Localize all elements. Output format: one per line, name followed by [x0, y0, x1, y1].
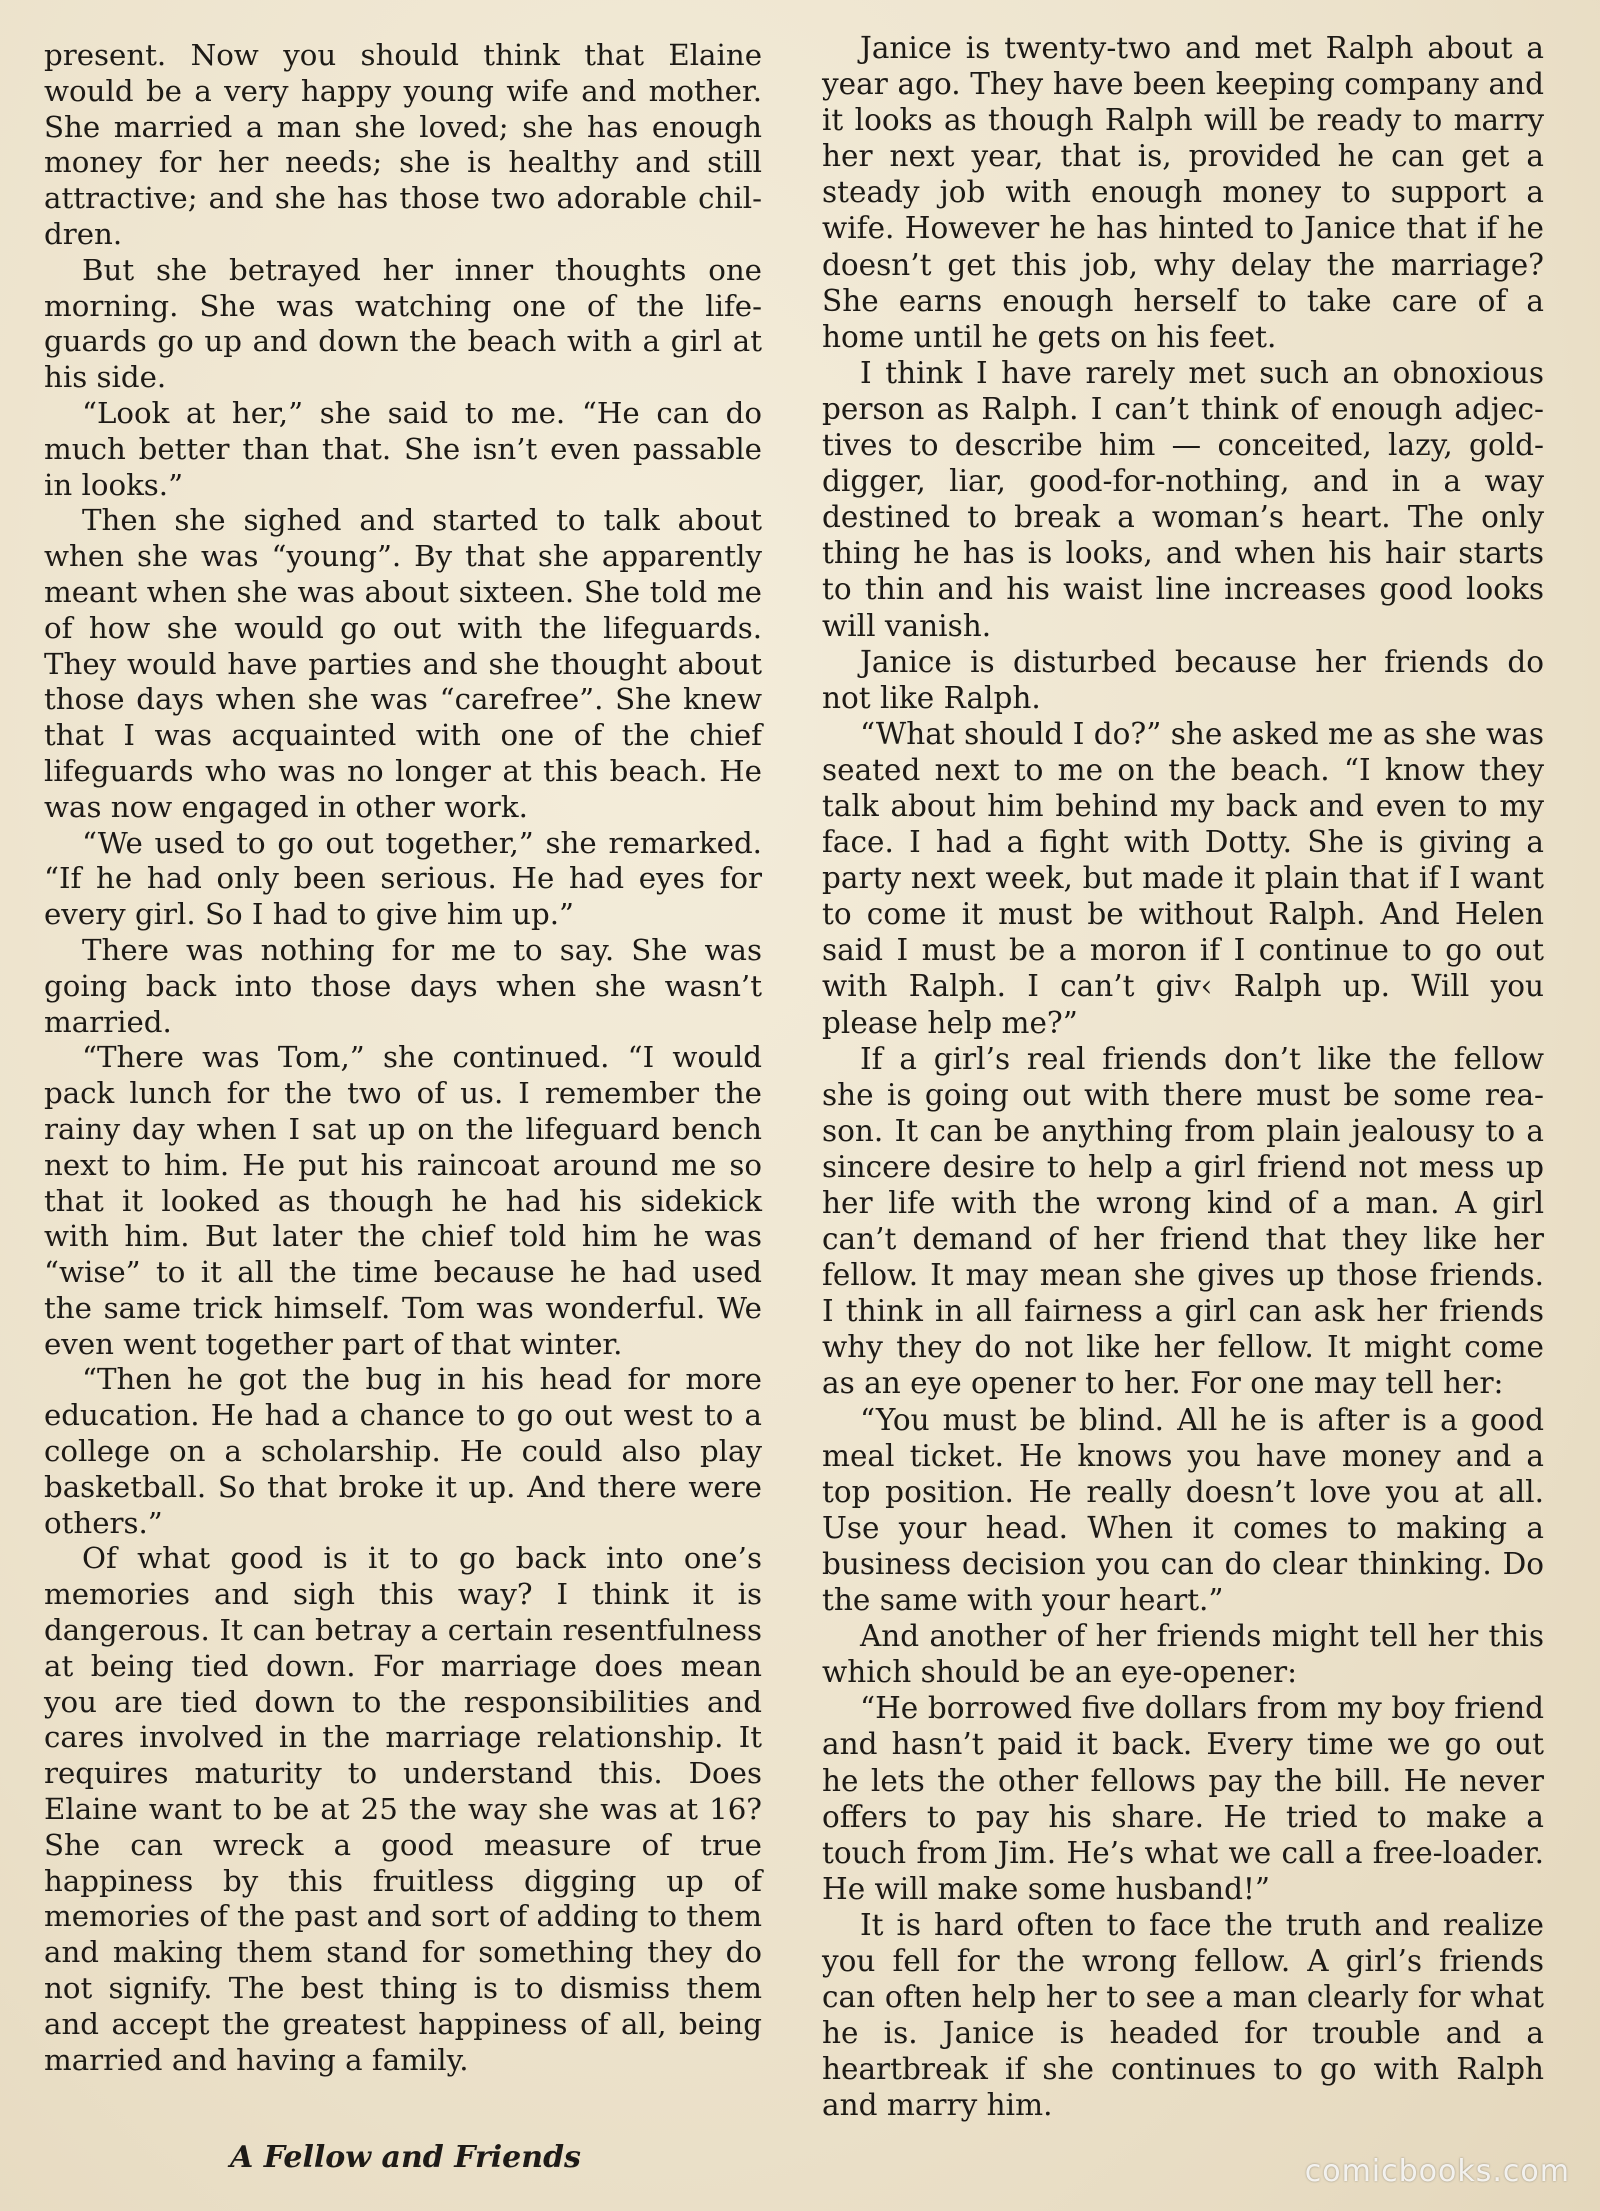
left-paragraph-1: present. Now you should think that Elaine would be a very happy young wife and mother. She married a man she loved; she has enough money for her needs; she is healthy and still attractive; and she has those two adorable children. — [44, 38, 762, 251]
right-paragraph-2: I think I have rarely met such an obnoxious person as Ralph. I can’t think of enough adjectives to describe him — conceited, lazy, gold-digger, liar, good-for-nothing, and in a way destined to break a woman’s heart. The only thing he has is looks, and when his hair starts to thin and his waist line increases good looks will vanish. — [822, 355, 1544, 643]
left-paragraph-6: There was nothing for me to say. She was going back into those days when she wasn’t married. — [44, 932, 762, 1039]
right-paragraph-4: “What should I do?” she asked me as she was seated next to me on the beach. “I know they talk about him behind my back and even to my face. I had a fight with Dotty. She is giving a party next week, but made it plain that if I want to come it must be without Ralph. And Helen said I must be a moron if I continue to go out with Ralph. I can’t giv‹ Ralph up. Will you please help me?” — [822, 716, 1544, 1040]
right-paragraph-9: It is hard often to face the truth and realize you fell for the wrong fellow. A girl’s friends can often help her to see a man clearly for what he is. Janice is headed for trouble and a heartbreak if she continues to go with Ralph and marry him. — [822, 1907, 1544, 2123]
left-paragraph-4: Then she sighed and started to talk about when she was “young”. By that she apparently meant when she was about sixteen. She told me of how she would go out with the lifeguards. They would have parties and she thought about those days when she was “carefree”. She knew that I was acquainted with one of the chief lifeguards who was no longer at this beach. He was now engaged in other work. — [44, 503, 762, 824]
right-paragraph-1: Janice is twenty-two and met Ralph about a year ago. They have been keeping company and it looks as though Ralph will be ready to marry her next year, that is, provided he can get a steady job with enough money to support a wife. However he has hinted to Janice that if he doesn’t get this job, why delay the marriage? She earns enough herself to take care of a home until he gets on his feet. — [822, 31, 1544, 354]
left-paragraph-3: “Look at her,” she said to me. “He can do much better than that. She isn’t even passable in looks.” — [44, 395, 762, 502]
left-paragraph-5: “We used to go out together,” she remarked. “If he had only been serious. He had eyes for every girl. So I had to give him up.” — [44, 825, 762, 932]
story-title: A Fellow and Friends — [230, 2140, 581, 2175]
left-paragraph-2: But she betrayed her inner thoughts one morning. She was watching one of the lifeguards go up and down the beach with a girl at his side. — [44, 252, 762, 395]
left-paragraph-7: “There was Tom,” she continued. “I would pack lunch for the two of us. I remember the rainy day when I sat up on the lifeguard bench next to him. He put his raincoat around me so that it looked as though he had his sidekick with him. But later the chief told him he was “wise” to it all the time because he had used the same trick himself. Tom was wonderful. We even went together part of that winter. — [44, 1040, 762, 1361]
right-paragraph-3: Janice is disturbed because her friends do not like Ralph. — [822, 644, 1544, 715]
left-paragraph-8: “Then he got the bug in his head for more education. He had a chance to go out west to a college on a scholarship. He could also play basketball. So that broke it up. And there were others.” — [44, 1362, 762, 1540]
site-watermark: comicbooks.com — [1304, 2154, 1570, 2189]
right-column — [822, 30, 1544, 2123]
left-column — [44, 38, 762, 2078]
right-paragraph-5: If a girl’s real friends don’t like the fellow she is going out with there must be some reason. It can be anything from plain jealousy to a sincere desire to help a girl friend not mess up her life with the wrong kind of a man. A girl can’t demand of her friend that they like her fellow. It may mean she gives up those friends. I think in all fairness a girl can ask her friends why they do not like her fellow. It might come as an eye opener to her. For one may tell her: — [822, 1041, 1544, 1401]
right-paragraph-6: “You must be blind. All he is after is a good meal ticket. He knows you have money and a top position. He really doesn’t love you at all. Use your head. When it comes to making a business decision you can do clear thinking. Do the same with your heart.” — [822, 1402, 1544, 1618]
left-paragraph-9: Of what good is it to go back into one’s memories and sigh this way? I think it is dangerous. It can betray a certain resentfulness at being tied down. For marriage does mean you are tied down to the responsibilities and cares involved in the marriage relationship. It requires maturity to understand this. Does Elaine want to be at 25 the way she was at 16? She can wreck a good measure of true happiness by this fruitless digging up of memories of the past and sort of adding to them and making them stand for something they do not signify. The best thing is to dismiss them and accept the greatest happiness of all, being married and having a family. — [44, 1541, 762, 2077]
right-paragraph-8: “He borrowed five dollars from my boy friend and hasn’t paid it back. Every time we go out he lets the other fellows pay the bill. He never offers to pay his share. He tried to make a touch from Jim. He’s what we call a free-loader. He will make some husband!” — [822, 1691, 1544, 1906]
right-paragraph-7: And another of her friends might tell her this which should be an eye-opener: — [822, 1619, 1544, 1690]
